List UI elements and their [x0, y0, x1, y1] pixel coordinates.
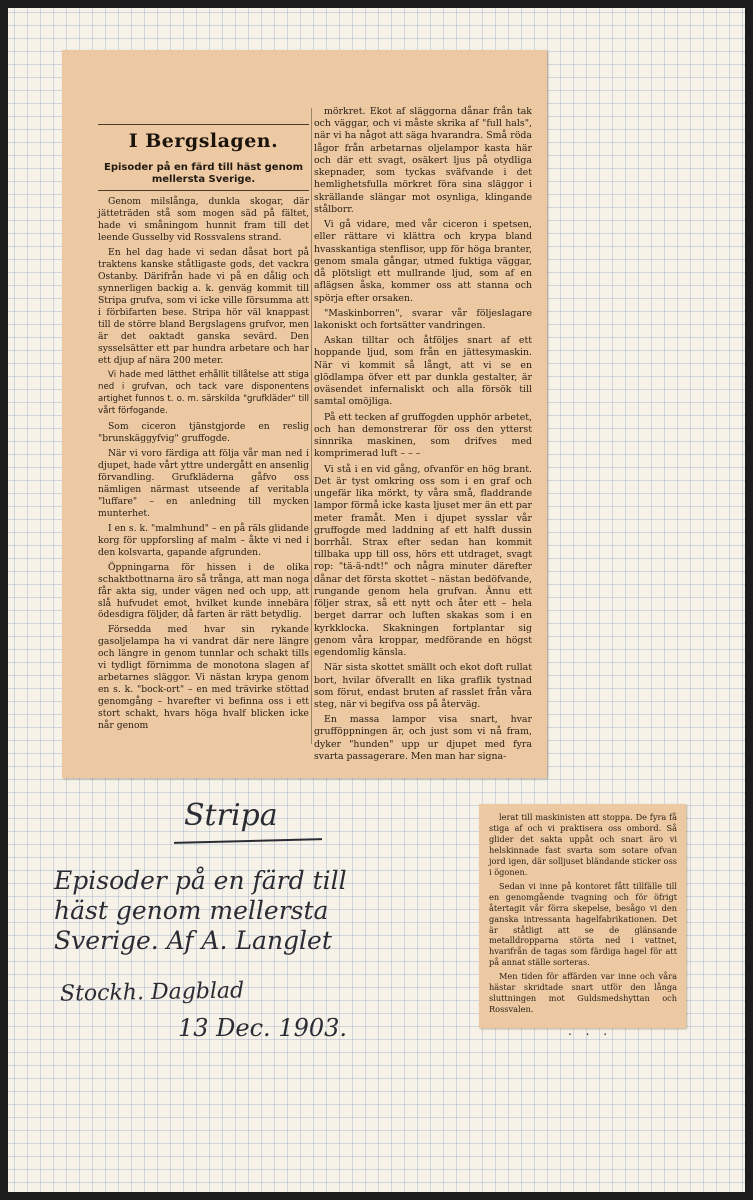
- paragraph: Askan tilltar och åtföljes snart af ett hoppande ljud, som från en jättesymaskin. När vi kommit så långt, att vi se en glödlampa öfver ett par dunkla gestalter, är oväsendet infernaliskt och alla försök till samtal omöjliga.: [314, 335, 532, 408]
- newspaper-clipping-continuation: [479, 804, 686, 1028]
- title-underline: [174, 838, 322, 844]
- paragraph: Öppningarna för hissen i de olika schaktbottnarna äro så trånga, att man noga får akta sig, under vägen ned och upp, att slå hufvudet emot, hvilket kunde innebära ödesdigra följder, då farten är rätt betydlig.: [98, 561, 309, 621]
- paragraph: En hel dag hade vi sedan dåsat bort på traktens kanske ståtligaste gods, det vackra Ostanby. Därifrån hade vi på en dålig och synnerligen backig a. k. genväg kommit till Stripa grufva, som vi icke ville försumma att i förbifarten bese. Stripa hör väl knappast till de större bland Bergslagens grufvor, men är det oaktadt ganska sevärd. Den sysselsätter ett par hundra arbetare och har ett djup af nära 200 meter.: [98, 246, 309, 366]
- article-column-1: [98, 196, 309, 735]
- article-subheading: Episoder på en färd till häst genom mellersta Sverige.: [103, 162, 303, 185]
- paragraph: På ett tecken af gruffogden upphör arbetet, och han demonstrerar för oss den ytterst sinnrika maskinen, som drifves med komprimerad luft – – –: [314, 411, 532, 460]
- paragraph: Men tiden för affärden var inne och våra hästar skridtade snart utför den långa sluttningen mot Guldsmedshyttan och Rossvalen.: [489, 971, 677, 1015]
- handwritten-line-1: Episoder på en färd till: [54, 866, 347, 895]
- paragraph: Genom milslånga, dunkla skogar, där jätteträden stå som mogen säd på fältet, hade vi småningom hunnit fram till det leende Gusselby vid Rossvalens strand.: [98, 196, 309, 243]
- article-column-3: [489, 812, 677, 1018]
- handwritten-date: 13 Dec. 1903.: [178, 1014, 348, 1042]
- top-rule: [98, 124, 309, 125]
- column-divider: [311, 108, 312, 744]
- paragraph: Som ciceron tjänstgjorde en reslig "brunskäggyfvig" gruffogde.: [98, 420, 309, 444]
- handwritten-title: Stripa: [184, 798, 278, 833]
- article-column-2: [314, 106, 532, 766]
- paragraph: Försedda med hvar sin rykande gasoljelampa ha vi vandrat där nere längre och längre in genom tunnlar och schakt tills vi tydligt förnimma de monotona slagen af arbetarnes släggor. Vi nästan krypa genom en s. k. "bock-ort" – en med trävirke stöttad genomgång – hvarefter vi befinna oss i ett stort schakt, hvars höga hvalf blicken icke når genom: [98, 624, 309, 732]
- paragraph: Vi hade med lätthet erhållit tillåtelse att stiga ned i grufvan, och tack vare disponentens artighet funnos t. o. m. särskilda "grufkläder" till vårt förfogande.: [98, 369, 309, 416]
- paragraph: I en s. k. "malmhund" – en på räls glidande korg för uppforsling af malm – åkte vi ned i den kolsvarta, gapande afgrunden.: [98, 522, 309, 558]
- handwritten-line-3: Sverige. Af A. Langlet: [54, 926, 332, 955]
- article-headline: I Bergslagen.: [128, 130, 279, 152]
- paragraph: mörkret. Ekot af släggorna dånar från tak och väggar, och vi måste skrika af "full hals", när vi ha något att säga hvarandra. Små röda lågor från arbetarnas oljelampor kasta här och där ett svagt, osäkert ljus på otydliga skepnader, som tyckas sväfvande i det hemlighetsfulla mörkret föra sina släggor i skrällande slängar mot osynliga, klingande stålborr.: [314, 106, 532, 215]
- paragraph: Vi stå i en vid gång, ofvanför en hög brant. Det är tyst omkring oss som i en graf och ungefär lika mörkt, ty våra små, fladdrande lampor förmå icke kasta ljuset mer än ett par meter framåt. Men i djupet sysslar vår gruffogde med laddning af ett halft dussin borrhål. Strax efter sedan han kommit tillbaka upp till oss, hörs ett utdraget, svagt rop: "tä-ä-ndt!" och några minuter därefter dånar det första skottet – nästan bedöfvande, rungande genom hela grufvan. Ännu ett följer strax, så ett nytt och åter ett – hela berget darrar och luften skakas som i en kyrkklocka. Skakningen fortplantar sig genom våra kroppar, medförande en högst egendomlig känsla.: [314, 463, 532, 659]
- paragraph: Sedan vi inne på kontoret fått tillfälle till en genomgående tvagning och för öfrigt återtagit vår förra skepelse, besågo vi den ganska intressanta hagelfabrikationen. Det är ståtligt att se de glänsande metalldropparna störta ned i vattnet, hvarifrån de tagas som färdiga hagel för att på annat ställe sorteras.: [489, 880, 677, 968]
- headline-rule: [98, 190, 309, 191]
- paragraph: Vi gå vidare, med vår ciceron i spetsen, eller rättare vi klättra och krypa bland hvasskantiga stenflisor, upp för höga branter, genom smala gångar, utmed fuktiga väggar, då plötsligt ett mullrande ljud, som af en aflägsen åska, kommer oss att stanna och spörja efter orsaken.: [314, 219, 532, 304]
- paragraph: En massa lampor visa snart, hvar grufföppningen är, och just som vi nå fram, dyker "hunden" upp ur djupet med fyra svarta passagerare. Men man har signa-: [314, 714, 532, 762]
- album-page: [8, 8, 745, 1192]
- paragraph: "Maskinborren", svarar vår följeslagare lakoniskt och fortsätter vandringen.: [314, 307, 532, 331]
- paragraph: lerat till maskinisten att stoppa. De fyra få stiga af och vi praktisera oss ombord. Så glider det sakta uppåt och snart äro vi helskinnade fast svarta som sotare ofvan jord igen, där solljuset bländande sticker oss i ögonen.: [489, 812, 677, 877]
- newspaper-clipping-main: [62, 50, 547, 778]
- end-ornament: . . .: [568, 1024, 613, 1038]
- paragraph: När vi voro färdiga att följa vår man ned i djupet, hade vårt yttre undergått en ansenlig förvandling. Grufkläderna gåfvo oss nämligen närmast utseende af veritabla "luffare" – en anledning till mycken munterhet.: [98, 447, 309, 519]
- paragraph: När sista skottet smällt och ekot doft rullat bort, hvilar öfverallt en lika graflik tystnad som förut, endast bruten af rasslet från våra steg, när vi begifva oss på återväg.: [314, 662, 532, 711]
- handwritten-source: Stockh. Dagblad: [59, 978, 245, 1007]
- handwritten-line-2: häst genom mellersta: [54, 896, 329, 925]
